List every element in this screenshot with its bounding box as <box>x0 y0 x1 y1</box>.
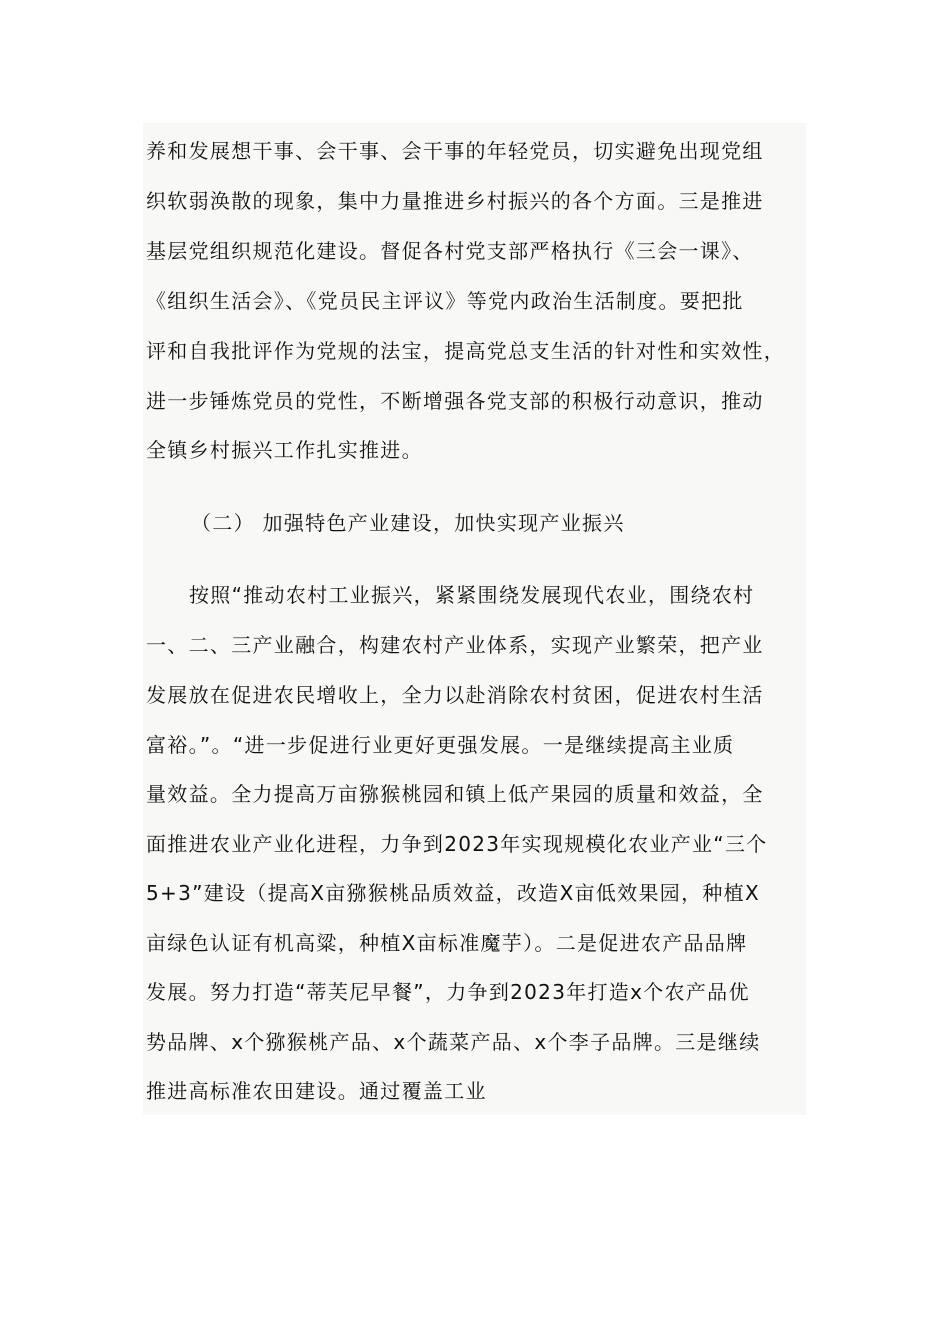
text-line: 发展。努力打造“蒂芙尼早餐”，力争到2023年打造x个农产品优 <box>146 980 750 1004</box>
text-line: 基层党组织规范化建设。督促各村党支部严格执行《三会一课》、 <box>146 239 754 263</box>
text-line: 一、二、三产业融合，构建农村产业体系，实现产业繁荣，把产业 <box>146 633 764 657</box>
text-line: 按照“推动农村工业振兴，紧紧围绕发展现代农业，围绕农村 <box>189 583 755 607</box>
text-line: 势品牌、x个猕猴桃产品、x个蔬菜产品、x个李子品牌。三是继续 <box>146 1030 761 1054</box>
document-text-block <box>143 123 806 1115</box>
text-line: 发展放在促进农民增收上，全力以赴消除农村贫困，促进农村生活 <box>146 683 764 707</box>
text-line: 面推进农业产业化进程，力争到2023年实现规模化农业产业“三个 <box>146 832 768 856</box>
section-heading: （二） 加强特色产业建设，加快实现产业振兴 <box>191 511 625 535</box>
text-line: 全镇乡村振兴工作扎实推进。 <box>146 438 423 462</box>
text-line: 富裕。”。“进一步促进行业更好更强发展。一是继续提高主业质 <box>146 733 735 757</box>
text-line: 推进高标准农田建设。通过覆盖工业 <box>146 1079 487 1103</box>
text-line: 织软弱涣散的现象，集中力量推进乡村振兴的各个方面。三是推进 <box>146 189 764 213</box>
text-line: 5+3”建设（提高X亩猕猴桃品质效益，改造X亩低效果园，种植X <box>146 881 760 905</box>
text-line: 养和发展想干事、会干事、会干事的年轻党员，切实避免出现党组 <box>146 139 764 163</box>
text-line: 量效益。全力提高万亩猕猴桃园和镇上低产果园的质量和效益，全 <box>146 782 764 806</box>
text-line: 进一步锤炼党员的党性，不断增强各党支部的积极行动意识，推动 <box>146 389 764 413</box>
text-line: 评和自我批评作为党规的法宝，提高党总支生活的针对性和实效性， <box>146 339 785 363</box>
text-line: 亩绿色认证有机高粱，种植X亩标准魔芋）。二是促进农产品品牌 <box>146 931 748 955</box>
text-line: 《组织生活会》、《党员民主评议》等党内政治生活制度。要把批 <box>146 289 744 313</box>
